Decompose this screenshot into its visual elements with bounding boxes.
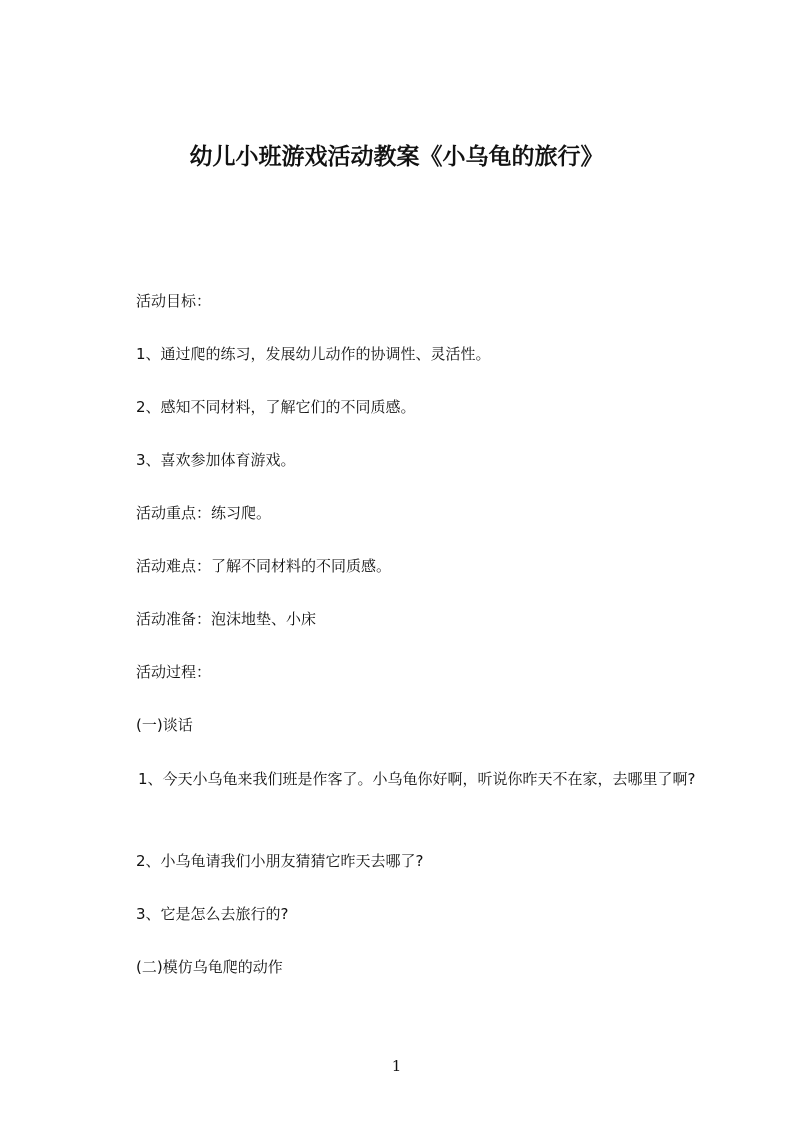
goal-item-3: 3、喜欢参加体育游戏。	[136, 451, 296, 469]
difficult-point: 活动难点：了解不同材料的不同质感。	[136, 557, 392, 575]
goal-item-2: 2、感知不同材料，了解它们的不同质感。	[136, 398, 416, 416]
process-item-3: 3、它是怎么去旅行的?	[136, 905, 289, 923]
process-item-2: 2、小乌龟请我们小朋友猜猜它昨天去哪了?	[136, 852, 424, 870]
preparation: 活动准备：泡沫地垫、小床	[136, 610, 317, 628]
goal-item-1: 1、通过爬的练习，发展幼儿动作的协调性、灵活性。	[136, 345, 491, 363]
section-heading-goals: 活动目标：	[136, 292, 212, 310]
subsection-heading-imitate: (二)模仿乌龟爬的动作	[136, 958, 283, 976]
page-number: 1	[391, 1057, 402, 1075]
process-item-1: 1、今天小乌龟来我们班是作客了。小乌龟你好啊，听说你昨天不在家，去哪里了啊?	[138, 770, 696, 788]
document-title: 幼儿小班游戏活动教案《小乌龟的旅行》	[189, 144, 604, 170]
section-heading-process: 活动过程：	[136, 663, 212, 681]
key-point: 活动重点：练习爬。	[136, 504, 272, 522]
subsection-heading-talk: (一)谈话	[136, 716, 193, 734]
